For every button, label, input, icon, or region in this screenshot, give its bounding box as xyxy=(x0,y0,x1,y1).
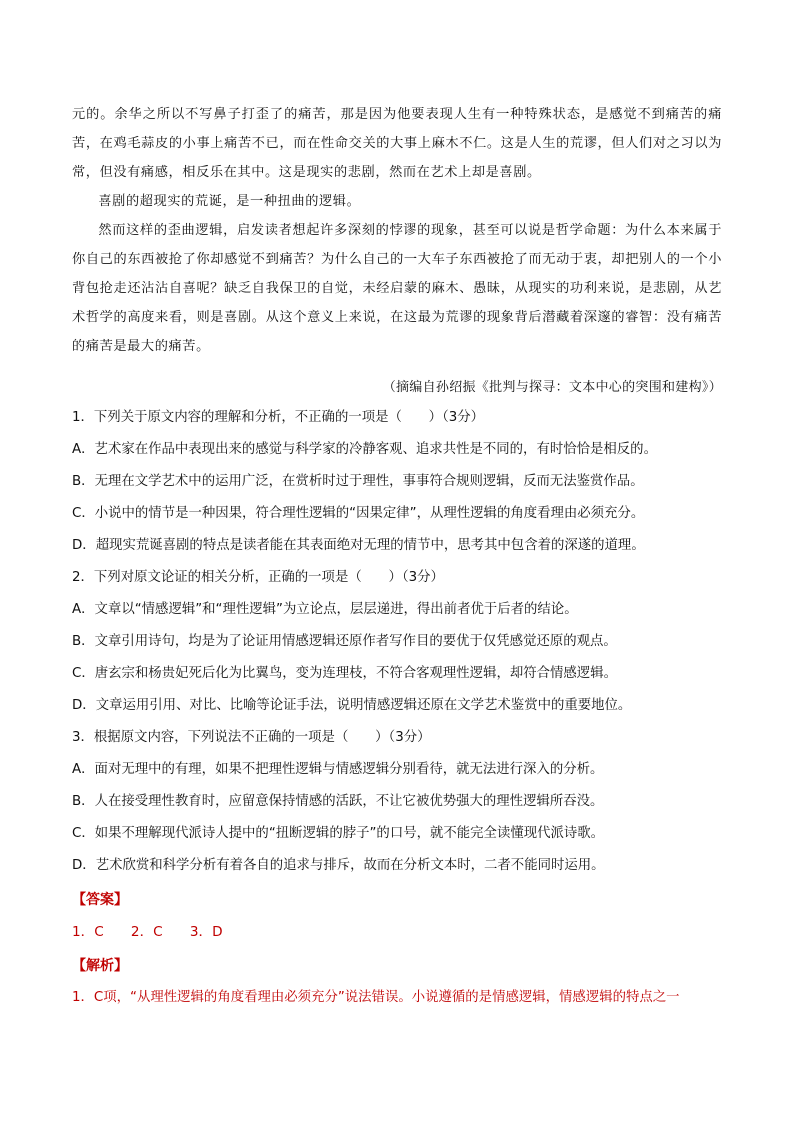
passage-source: （摘编自孙绍振《批判与探寻：文本中心的突围和建构》） xyxy=(382,380,722,395)
question-option: A．面对无理中的有理，如果不把理性逻辑与情感逻辑分别看待，就无法进行深入的分析。 xyxy=(72,762,604,777)
question-option: C．唐玄宗和杨贵妃死后化为比翼鸟，变为连理枝，不符合客观理性逻辑，却符合情感逻辑。 xyxy=(72,666,617,681)
document-content xyxy=(72,100,722,1014)
question-2 xyxy=(72,562,722,722)
question-option: B．人在接受理性教育时，应留意保持情感的活跃，不让它被优势强大的理性逻辑所吞没。 xyxy=(72,794,604,809)
question-option: A．文章以“情感逻辑”和“理性逻辑”为立论点，层层递进，得出前者优于后者的结论。 xyxy=(72,602,578,617)
analysis-text: 1．C项，“从理性逻辑的角度看理由必须充分”说法错误。小说遵循的是情感逻辑，情感逻辑的特点之一 xyxy=(72,990,680,1005)
question-option: C．如果不理解现代派诗人提中的“扭断逻辑的脖子”的口号，就不能完全读懂现代派诗歌。 xyxy=(72,826,605,841)
question-option: C．小说中的情节是一种因果，符合理性逻辑的“因果定律”，从理性逻辑的角度看理由必须充分。 xyxy=(72,506,645,521)
passage-paragraph-2: 喜剧的超现实的荒诞，是一种扭曲的逻辑。 xyxy=(98,194,361,209)
question-option: D．文章运用引用、对比、比喻等论证手法，说明情感逻辑还原在文学艺术鉴赏中的重要地位。 xyxy=(72,698,632,713)
answer-heading: 【答案】 xyxy=(72,892,128,908)
question-stem: 3．根据原文内容，下列说法不正确的一项是（ ）（3分） xyxy=(72,730,431,745)
answer-list: 1．C 2．C 3．D xyxy=(72,924,223,940)
question-3 xyxy=(72,722,722,882)
question-option: A．艺术家在作品中表现出来的感觉与科学家的冷静客观、追求共性是不同的，有时恰恰是相反的。 xyxy=(72,442,657,457)
passage-paragraph-3: 然而这样的歪曲逻辑，启发读者想起许多深刻的悖谬的现象，甚至可以说是哲学命题：为什么本来属于你自己的东西被抢了你却感觉不到痛苦？为什么自己的一大车子东西被抢了而无动于衷，却把别人的一个小背包抢走还沾沾自喜呢？缺乏自我保卫的自觉，未经启蒙的麻木、愚昧，从现实的功利来说，是悲剧，从艺术哲学的高度来看，则是喜剧。从这个意义上来说，在这最为荒谬的现象背后潜藏着深邃的睿智：没有痛苦的痛苦是最大的痛苦。 xyxy=(72,223,722,354)
passage-paragraph-1: 元的。余华之所以不写鼻子打歪了的痛苦，那是因为他要表现人生有一种特殊状态，是感觉不到痛苦的痛苦，在鸡毛蒜皮的小事上痛苦不已，而在性命交关的大事上麻木不仁。这是人生的荒谬，但人们对之习以为常，但没有痛感，相反乐在其中。这是现实的悲剧，然而在艺术上却是喜剧。 xyxy=(72,107,722,180)
question-option: D．超现实荒诞喜剧的特点是读者能在其表面绝对无理的情节中，思考其中包含着的深遂的道理。 xyxy=(72,538,645,553)
question-stem: 2．下列对原文论证的相关分析，正确的一项是（ ）（3分） xyxy=(72,570,444,585)
question-option: D．艺术欣赏和科学分析有着各自的追求与排斥，故而在分析文本时，二者不能同时运用。 xyxy=(72,858,605,873)
question-stem: 1．下列关于原文内容的理解和分析，不正确的一项是（ ）（3分） xyxy=(72,410,485,425)
question-1 xyxy=(72,402,722,562)
question-option: B．无理在文学艺术中的运用广泛，在赏析时过于理性，事事符合规则逻辑，反而无法鉴赏作品。 xyxy=(72,474,644,489)
question-option: B．文章引用诗句，均是为了论证用情感逻辑还原作者写作目的要优于仅凭感觉还原的观点。 xyxy=(72,634,617,649)
analysis-heading: 【解析】 xyxy=(72,958,128,974)
